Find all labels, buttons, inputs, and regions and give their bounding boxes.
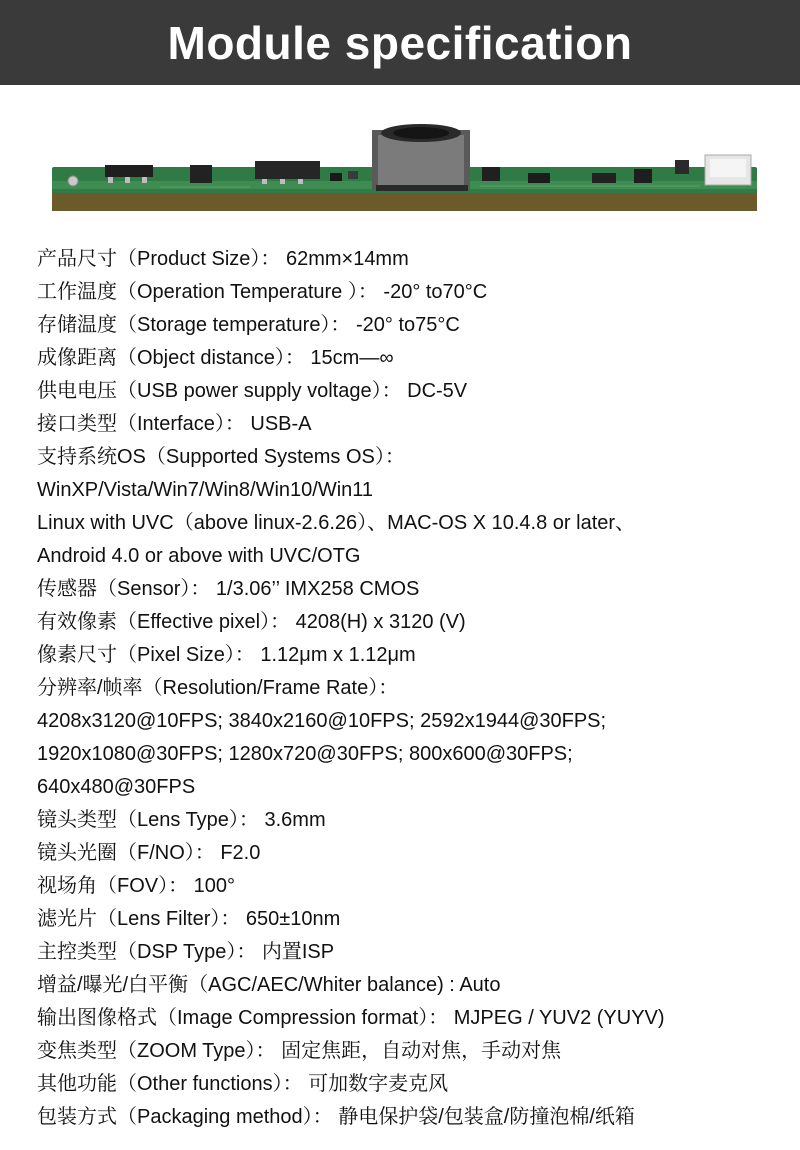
spec-line: 供电电压（USB power supply voltage）： DC-5V [37, 380, 468, 402]
spec-line: Android 4.0 or above with UVC/OTG [37, 545, 361, 567]
spec-line: Linux with UVC（above linux-2.6.26）、MAC-OS X 10.4.8 or later、 [37, 512, 636, 534]
spec-line: 存储温度（Storage temperature）： -20° to75°C [37, 314, 460, 336]
spec-line: 镜头类型（Lens Type）： 3.6mm [37, 809, 326, 831]
spec-line: 640x480@30FPS [37, 776, 196, 798]
spec-line: 4208x3120@10FPS; 3840x2160@10FPS; 2592x1944@30FPS; [37, 710, 607, 732]
spec-list [37, 243, 787, 1134]
spec-line: 分辨率/帧率（Resolution/Frame Rate）： [37, 677, 399, 699]
spec-line: 1920x1080@30FPS; 1280x720@30FPS; 800x600@30FPS; [37, 743, 573, 765]
camera-module-icon [0, 85, 800, 240]
spec-line: 增益/曝光/白平衡（AGC/AEC/Whiter balance) : Auto [37, 974, 501, 996]
spec-line: 输出图像格式（Image Compression format）： MJPEG / YUV2 (YUYV) [37, 1007, 665, 1029]
spec-line: 像素尺寸（Pixel Size）： 1.12μm x 1.12μm [37, 644, 416, 666]
spec-line: 工作温度（Operation Temperature ）： -20° to70°C [37, 281, 488, 303]
spec-line: 主控类型（DSP Type）： 内置ISP [37, 941, 335, 963]
spec-line: 支持系统OS（Supported Systems OS）： [37, 446, 405, 468]
spec-line: WinXP/Vista/Win7/Win8/Win10/Win11 [37, 479, 374, 501]
spec-line: 滤光片（Lens Filter）： 650±10nm [37, 908, 341, 930]
product-image-area [0, 85, 800, 240]
spec-line: 镜头光圈（F/NO）： F2.0 [37, 842, 261, 864]
spec-line: 传感器（Sensor）： 1/3.06’’ IMX258 CMOS [37, 578, 420, 600]
page-title: Module specification [167, 16, 633, 69]
spec-line: 视场角（FOV）： 100° [37, 875, 236, 897]
spec-line: 接口类型（Interface）： USB-A [37, 413, 312, 435]
spec-line: 产品尺寸（Product Size）： 62mm×14mm [37, 248, 409, 270]
page-header [0, 0, 800, 85]
spec-line: 成像距离（Object distance）： 15cm—∞ [37, 347, 394, 369]
spec-line: 其他功能（Other functions）： 可加数字麦克风 [37, 1073, 449, 1095]
spec-line: 包装方式（Packaging method）： 静电保护袋/包装盒/防撞泡棉/纸箱 [37, 1106, 635, 1128]
spec-line: 变焦类型（ZOOM Type）： 固定焦距，自动对焦，手动对焦 [37, 1040, 562, 1062]
spec-line: 有效像素（Effective pixel）： 4208(H) x 3120 (V) [37, 611, 466, 633]
